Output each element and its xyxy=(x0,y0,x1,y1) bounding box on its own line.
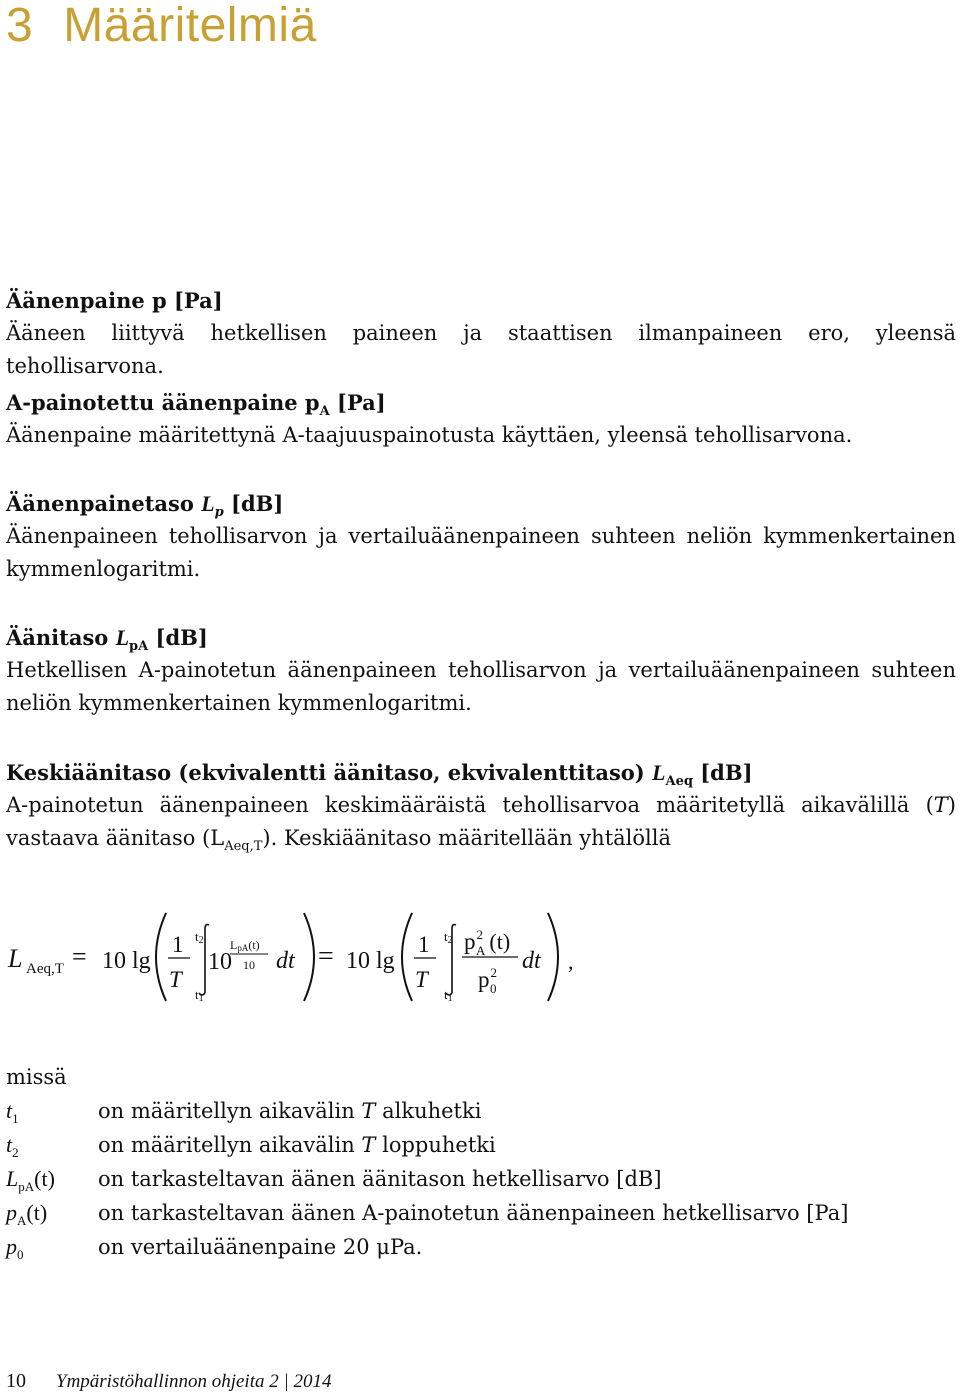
definition-row-pa xyxy=(6,1196,849,1230)
chapter-number: 3 xyxy=(6,0,34,52)
publication-name: Ympäristöhallinnon ohjeita 2 | 2014 xyxy=(56,1371,332,1392)
eq-denominator: $p^2$ 0 xyxy=(478,965,497,996)
eq-lower-limit-1: t1 xyxy=(195,987,204,1004)
where-label: missä xyxy=(6,1065,67,1089)
eq-one-2: 1 xyxy=(418,932,430,957)
definition-symbol: $t_2$ xyxy=(6,1132,19,1160)
eq-numerator: $p^2$ A (t) xyxy=(464,927,511,958)
definition-text: on määritellyn aikavälin T loppuhetki xyxy=(98,1133,496,1157)
term-definition: A-painotetun äänenpaineen keskimääräistä tehollisarvoa määritetyllä aikavälillä (T) vastaava äänitaso $(L_{Aeq,T})$. Keskiäänitaso määritellään yhtälöllä xyxy=(6,793,956,854)
term-title: A-painotettu äänenpaine $p_A$ [Pa] xyxy=(6,390,386,419)
eq-dt-1: dt xyxy=(276,948,295,974)
term-title: Keskiäänitaso (ekvivalentti äänitaso, ekvivalenttitaso) $L_{Aeq}$ [dB] xyxy=(6,760,753,789)
definition-row-p0 xyxy=(6,1230,423,1264)
term-sound-level xyxy=(6,621,956,720)
definition-text: on tarkasteltavan äänen A-painotetun äänenpaineen hetkellisarvo [Pa] xyxy=(98,1201,849,1225)
eq-upper-limit-1: t2 xyxy=(195,929,204,946)
eq-lhs-subscript: Aeq,T xyxy=(26,961,64,977)
definition-symbol: $p_0$ xyxy=(6,1234,24,1262)
eq-T-1: T xyxy=(169,967,182,992)
term-definition: Ääneen liittyvä hetkellisen paineen ja staattisen ilmanpaineen ero, yleensä tehollisarvona. xyxy=(6,321,956,378)
term-a-weighted-pressure xyxy=(6,386,956,452)
eq-equals-2: = xyxy=(318,941,334,972)
eq-one-1: 1 xyxy=(172,932,184,957)
laeq-equation xyxy=(0,905,960,1015)
eq-dt-2: dt xyxy=(522,948,541,974)
eq-exponent-top: LpA(t) xyxy=(230,938,260,953)
eq-lower-limit-2: t1 xyxy=(444,987,453,1004)
eq-paren-left-2 xyxy=(402,913,412,1001)
definition-row-t2 xyxy=(6,1128,496,1162)
eq-paren-left-1 xyxy=(156,913,166,1001)
definition-symbol: $L_{pA}(t)$ xyxy=(6,1166,55,1194)
definition-row-lpa xyxy=(6,1162,662,1196)
definition-symbol: $t_1$ xyxy=(6,1098,19,1126)
definition-row-t1 xyxy=(6,1094,482,1128)
eq-T-2: T xyxy=(415,967,428,992)
term-definition: Äänenpaine määritettynä A-taajuuspainotusta käyttäen, yleensä tehollisarvona. xyxy=(6,423,853,447)
term-equivalent-level xyxy=(6,756,956,855)
page-footer xyxy=(6,1370,331,1393)
term-definition: Hetkellisen A-painotetun äänenpaineen tehollisarvon ja vertailuäänenpaineen suhteen neliön kymmenkertainen kymmenlogaritmi. xyxy=(6,658,956,715)
page-number: 10 xyxy=(6,1370,26,1392)
chapter-title: Määritelmiä xyxy=(63,0,317,52)
term-sound-pressure xyxy=(6,284,956,383)
definition-text: on määritellyn aikavälin T alkuhetki xyxy=(98,1099,482,1123)
term-definition: Äänenpaineen tehollisarvon ja vertailuäänenpaineen suhteen neliön kymmenkertainen kymmenlogaritmi. xyxy=(6,524,956,581)
eq-exponent-bottom: 10 xyxy=(243,958,255,972)
term-title: Äänenpainetaso $L_p$ [dB] xyxy=(6,491,284,520)
eq-paren-right-2 xyxy=(548,913,558,1001)
eq-upper-limit-2: t2 xyxy=(444,929,453,946)
definition-text: on tarkasteltavan äänen äänitason hetkellisarvo [dB] xyxy=(98,1167,662,1191)
eq-comma: , xyxy=(568,949,574,974)
eq-paren-right-1 xyxy=(304,913,314,1001)
definition-text: on vertailuäänenpaine 20 μPa. xyxy=(98,1235,423,1259)
definition-symbol: $p_A(t)$ xyxy=(6,1200,48,1228)
term-title: Äänitaso $L_{pA}$ [dB] xyxy=(6,625,208,654)
eq-equals-1: = xyxy=(72,942,87,971)
eq-ten-lg-1: 10 lg xyxy=(102,948,151,974)
eq-lhs-symbol: L xyxy=(8,944,23,973)
variable-definitions xyxy=(6,1060,849,1264)
eq-base-10: 10 xyxy=(208,949,232,975)
term-sound-pressure-level xyxy=(6,487,956,586)
term-title: Äänenpaine p [Pa] xyxy=(6,288,223,313)
chapter-heading xyxy=(6,0,317,53)
eq-ten-lg-2: 10 lg xyxy=(346,948,395,974)
